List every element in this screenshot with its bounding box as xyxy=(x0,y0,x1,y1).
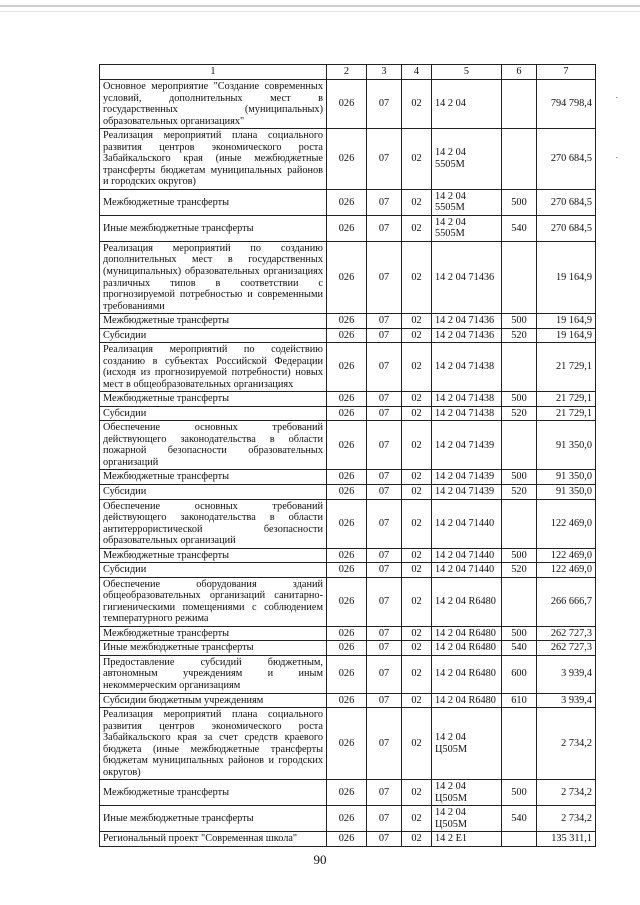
ministry-code-cell: 026 xyxy=(327,241,367,313)
expense-type-cell xyxy=(502,577,537,626)
item-name-cell: Основное мероприятие "Создание современных условий, дополнительных мест в государственных (муниципальных) образовательных организациях" xyxy=(100,80,327,129)
section-cell: 07 xyxy=(367,392,402,407)
target-article-cell: 14 2 04 Ц505М xyxy=(432,806,502,832)
item-name-cell: Субсидии бюджетным учреждениям xyxy=(100,693,327,708)
ministry-code-cell: 026 xyxy=(327,548,367,563)
section-cell: 07 xyxy=(367,314,402,329)
expense-type-cell: 540 xyxy=(502,641,537,656)
target-article-cell: 14 2 04 71436 xyxy=(432,241,502,313)
header-cell: 1 xyxy=(100,65,327,80)
ministry-code-cell: 026 xyxy=(327,328,367,343)
table-row xyxy=(100,499,596,548)
amount-cell: 3 939,4 xyxy=(537,693,596,708)
ministry-code-cell: 026 xyxy=(327,485,367,500)
amount-cell: 19 164,9 xyxy=(537,328,596,343)
amount-cell: 91 350,0 xyxy=(537,485,596,500)
section-cell: 07 xyxy=(367,780,402,806)
item-name-cell: Реализация мероприятий по содействию созданию в субъектах Российской Федерации (исходя из прогнозируемой потребности) новых мест в общеобразовательных организациях xyxy=(100,343,327,392)
section-cell: 07 xyxy=(367,406,402,421)
expense-type-cell: 500 xyxy=(502,189,537,215)
scan-speck: . xyxy=(615,90,618,100)
table-body xyxy=(100,65,596,847)
scan-top-edge xyxy=(0,5,640,7)
table-row xyxy=(100,563,596,578)
amount-cell: 270 684,5 xyxy=(537,189,596,215)
amount-cell: 2 734,2 xyxy=(537,806,596,832)
subsection-cell: 02 xyxy=(402,499,432,548)
table-row xyxy=(100,343,596,392)
target-article-cell: 14 2 04 5505М xyxy=(432,189,502,215)
target-article-cell: 14 2 04 71440 xyxy=(432,563,502,578)
table-row xyxy=(100,655,596,693)
item-name-cell: Реализация мероприятий плана социального развития центров экономического роста Забайкальского края (иные межбюджетные трансферты бюджетам муниципальных районов и городских округов) xyxy=(100,129,327,190)
expense-type-cell: 500 xyxy=(502,470,537,485)
expense-type-cell: 600 xyxy=(502,655,537,693)
amount-cell: 270 684,5 xyxy=(537,215,596,241)
amount-cell: 266 666,7 xyxy=(537,577,596,626)
section-cell: 07 xyxy=(367,328,402,343)
table-row xyxy=(100,832,596,847)
header-cell: 6 xyxy=(502,65,537,80)
target-article-cell: 14 2 04 xyxy=(432,80,502,129)
ministry-code-cell: 026 xyxy=(327,655,367,693)
expense-type-cell: 500 xyxy=(502,314,537,329)
ministry-code-cell: 026 xyxy=(327,406,367,421)
item-name-cell: Иные межбюджетные трансферты xyxy=(100,215,327,241)
table-row xyxy=(100,693,596,708)
ministry-code-cell: 026 xyxy=(327,189,367,215)
subsection-cell: 02 xyxy=(402,328,432,343)
expense-type-cell xyxy=(502,129,537,190)
table-row xyxy=(100,708,596,780)
target-article-cell: 14 2 04 71439 xyxy=(432,470,502,485)
expense-type-cell: 500 xyxy=(502,548,537,563)
header-cell: 2 xyxy=(327,65,367,80)
target-article-cell: 14 2 04 R6480 xyxy=(432,655,502,693)
expense-type-cell xyxy=(502,832,537,847)
amount-cell: 262 727,3 xyxy=(537,641,596,656)
ministry-code-cell: 026 xyxy=(327,129,367,190)
table-row xyxy=(100,314,596,329)
target-article-cell: 14 2 04 71436 xyxy=(432,314,502,329)
target-article-cell: 14 2 04 Ц505М xyxy=(432,780,502,806)
target-article-cell: 14 2 04 5505М xyxy=(432,215,502,241)
section-cell: 07 xyxy=(367,215,402,241)
table-row xyxy=(100,189,596,215)
section-cell: 07 xyxy=(367,485,402,500)
header-cell: 4 xyxy=(402,65,432,80)
subsection-cell: 02 xyxy=(402,708,432,780)
amount-cell: 122 469,0 xyxy=(537,563,596,578)
subsection-cell: 02 xyxy=(402,421,432,470)
ministry-code-cell: 026 xyxy=(327,693,367,708)
ministry-code-cell: 026 xyxy=(327,421,367,470)
ministry-code-cell: 026 xyxy=(327,314,367,329)
subsection-cell: 02 xyxy=(402,693,432,708)
table-row xyxy=(100,806,596,832)
subsection-cell: 02 xyxy=(402,548,432,563)
target-article-cell: 14 2 04 R6480 xyxy=(432,626,502,641)
item-name-cell: Реализация мероприятий плана социального развития центров экономического роста Забайкальского края за счет средств краевого бюджета (иные межбюджетные трансферты бюджетам муниципальных районов и городских округов) xyxy=(100,708,327,780)
item-name-cell: Обеспечение основных требований действующего законодательства в области антитеррористической безопасности образовательных организаций xyxy=(100,499,327,548)
target-article-cell: 14 2 04 71438 xyxy=(432,392,502,407)
ministry-code-cell: 026 xyxy=(327,563,367,578)
subsection-cell: 02 xyxy=(402,806,432,832)
table-row xyxy=(100,577,596,626)
ministry-code-cell: 026 xyxy=(327,780,367,806)
table-row xyxy=(100,421,596,470)
expense-type-cell: 520 xyxy=(502,563,537,578)
target-article-cell: 14 2 04 71439 xyxy=(432,421,502,470)
ministry-code-cell: 026 xyxy=(327,392,367,407)
item-name-cell: Межбюджетные трансферты xyxy=(100,470,327,485)
section-cell: 07 xyxy=(367,499,402,548)
scan-top-edge-faint xyxy=(0,11,640,12)
target-article-cell: 14 2 04 R6480 xyxy=(432,577,502,626)
table-row xyxy=(100,215,596,241)
ministry-code-cell: 026 xyxy=(327,577,367,626)
table-row xyxy=(100,485,596,500)
expense-type-cell xyxy=(502,708,537,780)
budget-table xyxy=(99,64,596,847)
target-article-cell: 14 2 04 71438 xyxy=(432,343,502,392)
target-article-cell: 14 2 04 71436 xyxy=(432,328,502,343)
ministry-code-cell: 026 xyxy=(327,708,367,780)
amount-cell: 19 164,9 xyxy=(537,314,596,329)
amount-cell: 794 798,4 xyxy=(537,80,596,129)
item-name-cell: Реализация мероприятий по созданию дополнительных мест в государственных (муниципальных) образовательных организациях различных типов в соответствии с прогнозируемой потребностью и современными требованиями xyxy=(100,241,327,313)
table-row xyxy=(100,129,596,190)
expense-type-cell: 500 xyxy=(502,392,537,407)
expense-type-cell: 540 xyxy=(502,806,537,832)
section-cell: 07 xyxy=(367,470,402,485)
table-row xyxy=(100,80,596,129)
section-cell: 07 xyxy=(367,343,402,392)
amount-cell: 2 734,2 xyxy=(537,708,596,780)
subsection-cell: 02 xyxy=(402,314,432,329)
subsection-cell: 02 xyxy=(402,780,432,806)
item-name-cell: Субсидии xyxy=(100,563,327,578)
amount-cell: 3 939,4 xyxy=(537,655,596,693)
item-name-cell: Субсидии xyxy=(100,328,327,343)
section-cell: 07 xyxy=(367,708,402,780)
ministry-code-cell: 026 xyxy=(327,470,367,485)
subsection-cell: 02 xyxy=(402,392,432,407)
item-name-cell: Субсидии xyxy=(100,485,327,500)
target-article-cell: 14 2 04 71439 xyxy=(432,485,502,500)
section-cell: 07 xyxy=(367,189,402,215)
expense-type-cell: 520 xyxy=(502,485,537,500)
expense-type-cell: 520 xyxy=(502,406,537,421)
table-row xyxy=(100,780,596,806)
ministry-code-cell: 026 xyxy=(327,499,367,548)
section-cell: 07 xyxy=(367,80,402,129)
subsection-cell: 02 xyxy=(402,80,432,129)
expense-type-cell: 520 xyxy=(502,328,537,343)
header-cell: 7 xyxy=(537,65,596,80)
item-name-cell: Межбюджетные трансферты xyxy=(100,780,327,806)
amount-cell: 91 350,0 xyxy=(537,421,596,470)
target-article-cell: 14 2 E1 xyxy=(432,832,502,847)
amount-cell: 91 350,0 xyxy=(537,470,596,485)
item-name-cell: Обеспечение оборудования зданий общеобразовательных организаций санитарно-гигиеническими помещениями с соблюдением температурного режима xyxy=(100,577,327,626)
subsection-cell: 02 xyxy=(402,563,432,578)
item-name-cell: Предоставление субсидий бюджетным, автономным учреждениям и иным некоммерческим организациям xyxy=(100,655,327,693)
expense-type-cell: 500 xyxy=(502,780,537,806)
ministry-code-cell: 026 xyxy=(327,626,367,641)
table-row xyxy=(100,626,596,641)
section-cell: 07 xyxy=(367,806,402,832)
subsection-cell: 02 xyxy=(402,470,432,485)
target-article-cell: 14 2 04 71440 xyxy=(432,499,502,548)
ministry-code-cell: 026 xyxy=(327,806,367,832)
table-row xyxy=(100,641,596,656)
section-cell: 07 xyxy=(367,241,402,313)
ministry-code-cell: 026 xyxy=(327,343,367,392)
subsection-cell: 02 xyxy=(402,832,432,847)
amount-cell: 122 469,0 xyxy=(537,499,596,548)
header-cell: 3 xyxy=(367,65,402,80)
table-row xyxy=(100,241,596,313)
expense-type-cell: 540 xyxy=(502,215,537,241)
item-name-cell: Межбюджетные трансферты xyxy=(100,189,327,215)
amount-cell: 262 727,3 xyxy=(537,626,596,641)
expense-type-cell: 500 xyxy=(502,626,537,641)
expense-type-cell xyxy=(502,421,537,470)
subsection-cell: 02 xyxy=(402,626,432,641)
item-name-cell: Межбюджетные трансферты xyxy=(100,548,327,563)
target-article-cell: 14 2 04 Ц505М xyxy=(432,708,502,780)
amount-cell: 19 164,9 xyxy=(537,241,596,313)
item-name-cell: Региональный проект "Современная школа" xyxy=(100,832,327,847)
target-article-cell: 14 2 04 71438 xyxy=(432,406,502,421)
table-row xyxy=(100,406,596,421)
target-article-cell: 14 2 04 71440 xyxy=(432,548,502,563)
subsection-cell: 02 xyxy=(402,655,432,693)
ministry-code-cell: 026 xyxy=(327,80,367,129)
ministry-code-cell: 026 xyxy=(327,832,367,847)
section-cell: 07 xyxy=(367,626,402,641)
subsection-cell: 02 xyxy=(402,577,432,626)
section-cell: 07 xyxy=(367,563,402,578)
subsection-cell: 02 xyxy=(402,641,432,656)
expense-type-cell xyxy=(502,343,537,392)
section-cell: 07 xyxy=(367,832,402,847)
amount-cell: 122 469,0 xyxy=(537,548,596,563)
ministry-code-cell: 026 xyxy=(327,215,367,241)
scan-speck: . xyxy=(615,150,618,160)
section-cell: 07 xyxy=(367,693,402,708)
item-name-cell: Межбюджетные трансферты xyxy=(100,314,327,329)
table-row xyxy=(100,470,596,485)
item-name-cell: Иные межбюджетные трансферты xyxy=(100,806,327,832)
amount-cell: 21 729,1 xyxy=(537,406,596,421)
item-name-cell: Иные межбюджетные трансферты xyxy=(100,641,327,656)
section-cell: 07 xyxy=(367,641,402,656)
ministry-code-cell: 026 xyxy=(327,641,367,656)
subsection-cell: 02 xyxy=(402,215,432,241)
subsection-cell: 02 xyxy=(402,343,432,392)
expense-type-cell xyxy=(502,499,537,548)
section-cell: 07 xyxy=(367,577,402,626)
expense-type-cell: 610 xyxy=(502,693,537,708)
subsection-cell: 02 xyxy=(402,241,432,313)
amount-cell: 2 734,2 xyxy=(537,780,596,806)
item-name-cell: Межбюджетные трансферты xyxy=(100,392,327,407)
item-name-cell: Обеспечение основных требований действующего законодательства в области пожарной безопасности образовательных организаций xyxy=(100,421,327,470)
subsection-cell: 02 xyxy=(402,189,432,215)
page-number: 90 xyxy=(313,852,327,867)
section-cell: 07 xyxy=(367,421,402,470)
target-article-cell: 14 2 04 5505М xyxy=(432,129,502,190)
amount-cell: 135 311,1 xyxy=(537,832,596,847)
section-cell: 07 xyxy=(367,548,402,563)
expense-type-cell xyxy=(502,241,537,313)
subsection-cell: 02 xyxy=(402,485,432,500)
table-row xyxy=(100,548,596,563)
table-row xyxy=(100,328,596,343)
target-article-cell: 14 2 04 R6480 xyxy=(432,641,502,656)
item-name-cell: Субсидии xyxy=(100,406,327,421)
item-name-cell: Межбюджетные трансферты xyxy=(100,626,327,641)
amount-cell: 21 729,1 xyxy=(537,343,596,392)
column-number-row xyxy=(100,65,596,80)
amount-cell: 270 684,5 xyxy=(537,129,596,190)
subsection-cell: 02 xyxy=(402,129,432,190)
table-row xyxy=(100,392,596,407)
header-cell: 5 xyxy=(432,65,502,80)
section-cell: 07 xyxy=(367,129,402,190)
target-article-cell: 14 2 04 R6480 xyxy=(432,693,502,708)
amount-cell: 21 729,1 xyxy=(537,392,596,407)
subsection-cell: 02 xyxy=(402,406,432,421)
expense-type-cell xyxy=(502,80,537,129)
section-cell: 07 xyxy=(367,655,402,693)
